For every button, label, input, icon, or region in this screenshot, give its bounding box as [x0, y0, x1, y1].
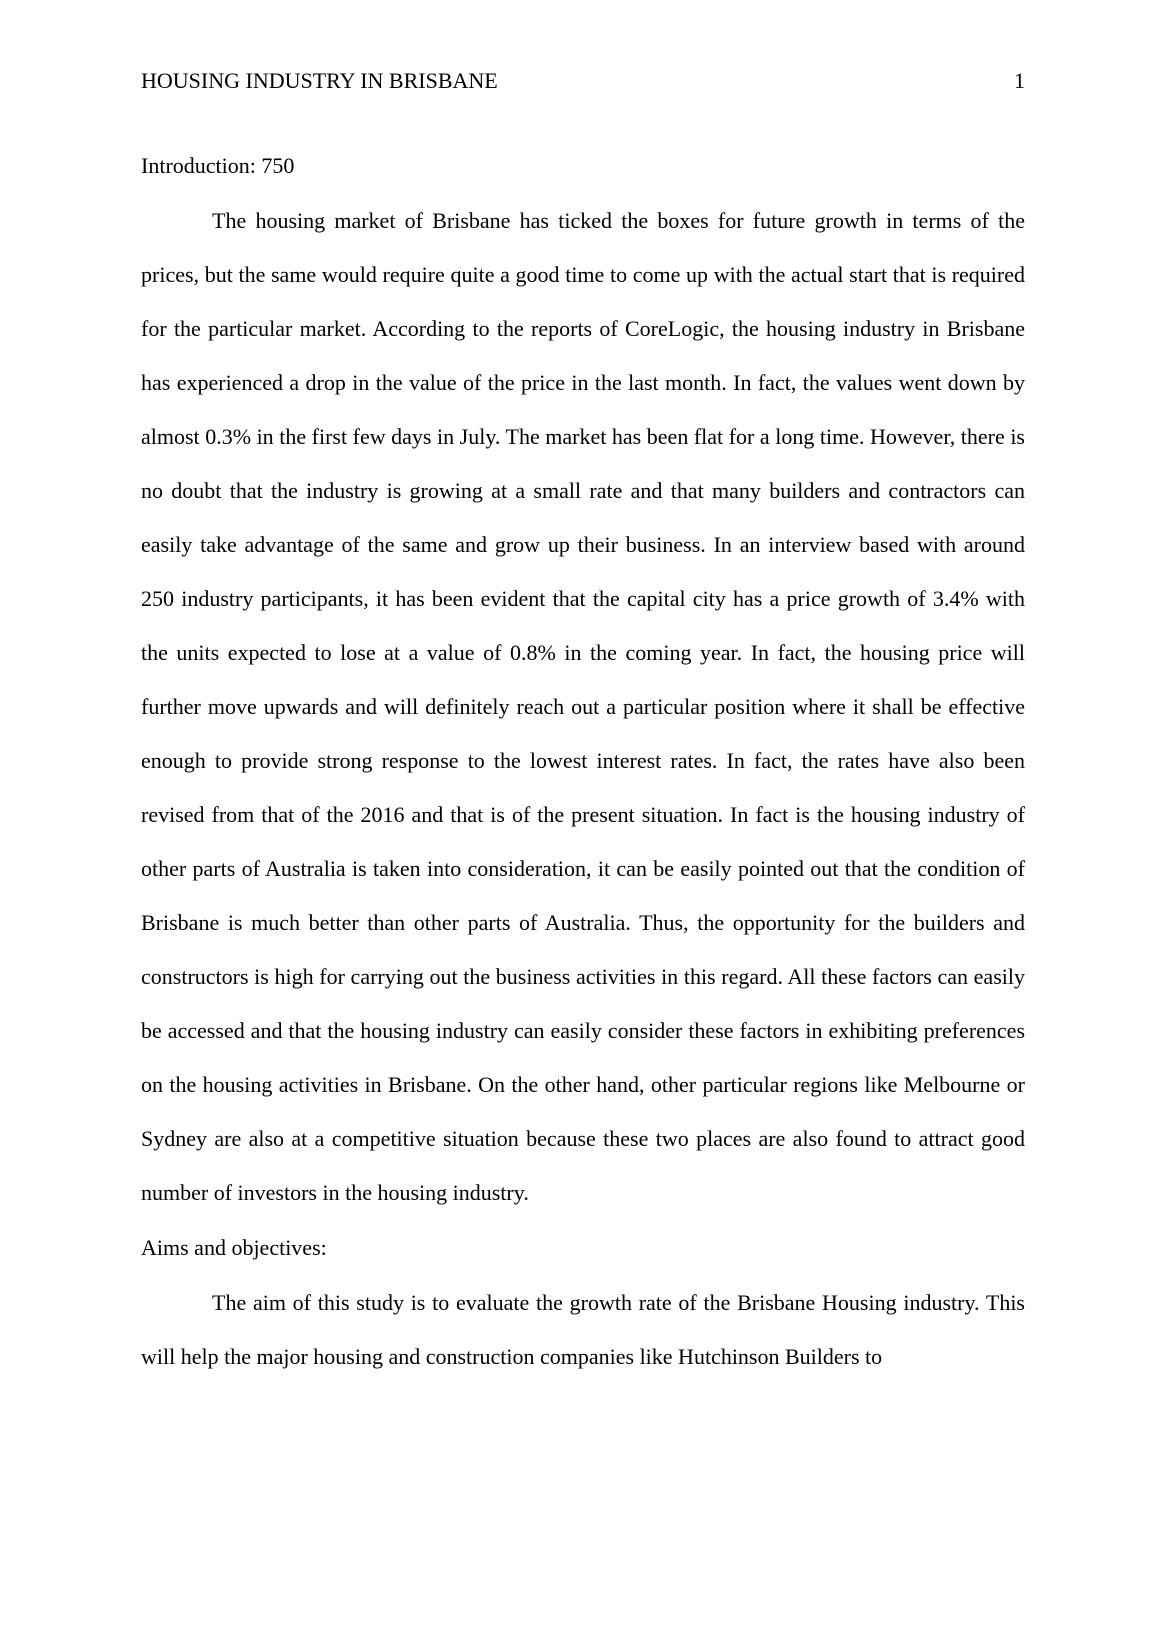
document-body	[141, 148, 1025, 1384]
introduction-paragraph: The housing market of Brisbane has ticked the boxes for future growth in terms of the prices, but the same would require quite a good time to come up with the actual start that is required for the particular market. According to the reports of CoreLogic, the housing industry in Brisbane has experienced a drop in the value of the price in the last month. In fact, the values went down by almost 0.3% in the first few days in July. The market has been flat for a long time. However, there is no doubt that the industry is growing at a small rate and that many builders and contractors can easily take advantage of the same and grow up their business. In an interview based with around 250 industry participants, it has been evident that the capital city has a price growth of 3.4% with the units expected to lose at a value of 0.8% in the coming year. In fact, the housing price will further move upwards and will definitely reach out a particular position where it shall be effective enough to provide strong response to the lowest interest rates. In fact, the rates have also been revised from that of the 2016 and that is of the present situation. In fact is the housing industry of other parts of Australia is taken into consideration, it can be easily pointed out that the condition of Brisbane is much better than other parts of Australia. Thus, the opportunity for the builders and constructors is high for carrying out the business activities in this regard. All these factors can easily be accessed and that the housing industry can easily consider these factors in exhibiting preferences on the housing activities in Brisbane. On the other hand, other particular regions like Melbourne or Sydney are also at a competitive situation because these two places are also found to attract good number of investors in the housing industry.	[141, 208, 1025, 1205]
introduction-heading: Introduction: 750	[141, 153, 295, 178]
header-title: HOUSING INDUSTRY IN BRISBANE	[141, 68, 498, 93]
aims-heading: Aims and objectives:	[141, 1235, 327, 1260]
aims-paragraph: The aim of this study is to evaluate the growth rate of the Brisbane Housing industry. This will help the major housing and construction companies like Hutchinson Builders to	[141, 1290, 1025, 1369]
page-number: 1	[1014, 68, 1025, 93]
running-header	[141, 66, 1025, 96]
